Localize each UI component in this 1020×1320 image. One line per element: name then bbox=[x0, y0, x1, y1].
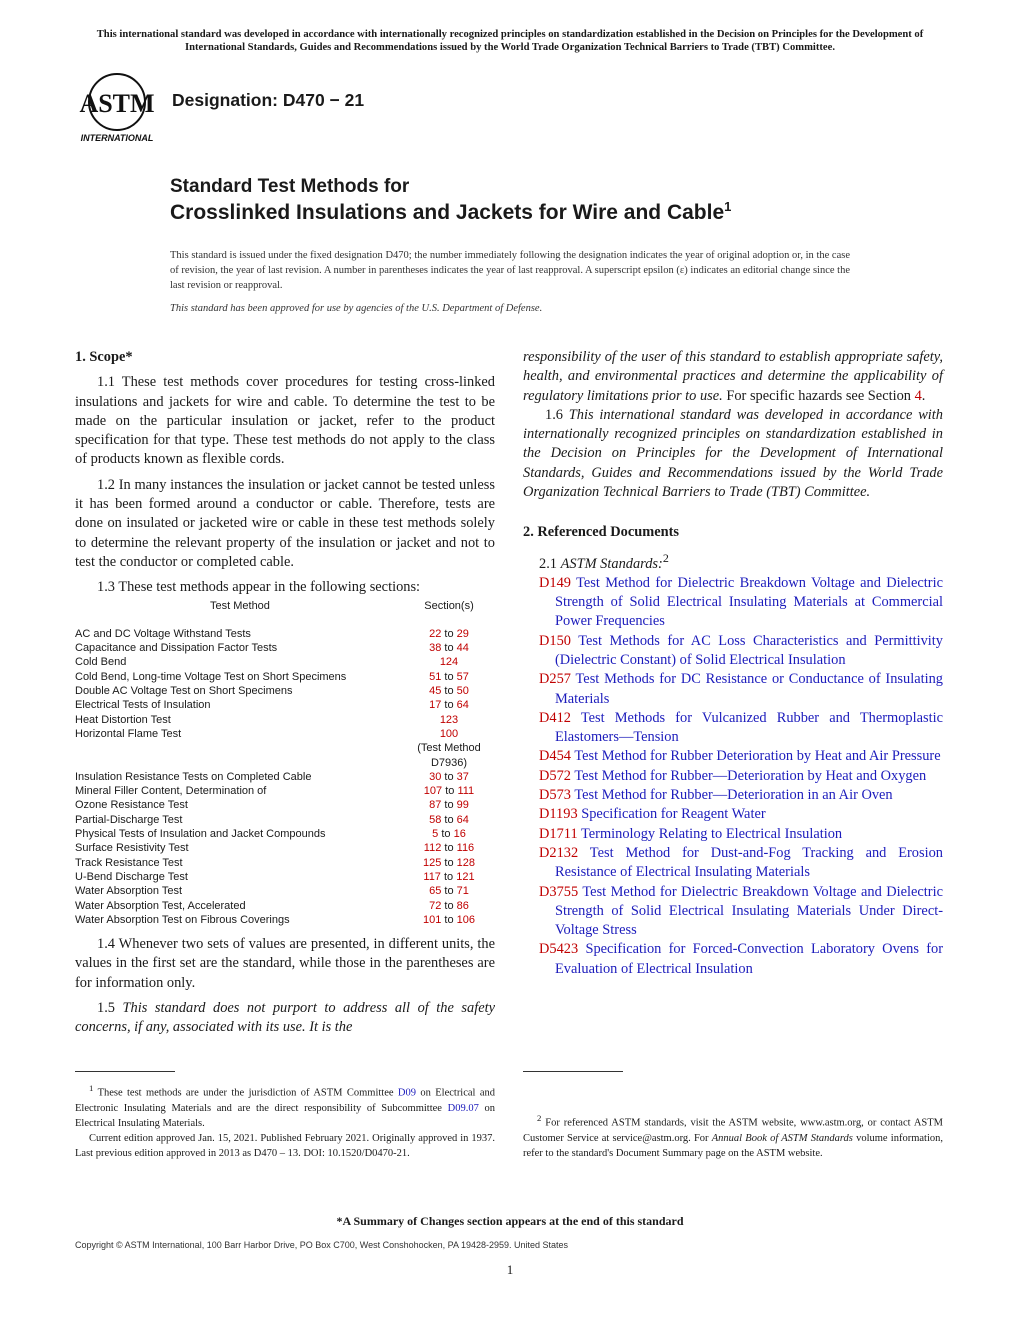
reference-title-link[interactable]: Test Method for Dust-and-Fog Tracking and Erosion Resistance of Electrical Insulating Materials bbox=[555, 844, 943, 881]
section-link[interactable]: 112 bbox=[423, 842, 442, 855]
range-to: to bbox=[441, 799, 457, 812]
table-cell-sections bbox=[403, 884, 495, 898]
section-link[interactable]: 51 bbox=[429, 670, 442, 683]
section-link[interactable]: 44 bbox=[456, 642, 469, 655]
table-cell-sections bbox=[403, 698, 495, 712]
table-row bbox=[75, 713, 495, 727]
table-row bbox=[75, 770, 495, 784]
section-link[interactable]: 121 bbox=[456, 870, 475, 883]
refs-sub-label: ASTM Standards: bbox=[560, 555, 663, 572]
para-1-5-cont: responsibility of the user of this standard to establish appropriate safety, health, and environmental practices and determine the applicability of regulatory limitations prior to use. For specific hazards see Section 4. bbox=[523, 349, 943, 404]
reference-title-link[interactable]: Test Methods for AC Loss Characteristics and Permittivity (Dielectric Constant) of Solid Electrical Insulation bbox=[555, 632, 943, 668]
table-cell-method: AC and DC Voltage Withstand Tests bbox=[75, 627, 251, 640]
refs-sub-fn[interactable]: 2 bbox=[662, 550, 669, 565]
section-link[interactable]: 22 bbox=[429, 627, 442, 640]
para-1-4: 1.4 Whenever two sets of values are presented, in different units, the values in the first set are the standard, while those in the parentheses are for information only. bbox=[75, 936, 495, 991]
table-row bbox=[75, 727, 495, 741]
table-cell-sections bbox=[403, 641, 495, 655]
table-cell-method: Water Absorption Test, Accelerated bbox=[75, 899, 246, 912]
logo-org: INTERNATIONAL bbox=[80, 133, 154, 143]
table-cell-method: Track Resistance Test bbox=[75, 856, 183, 869]
reference-title-link[interactable]: Test Method for Dielectric Breakdown Voltage and Dielectric Strength of Solid Electrical Insulating Materials Under Direct-Voltage Stress bbox=[555, 883, 943, 939]
reference-code-link[interactable]: D5423 bbox=[539, 941, 579, 958]
para-1-5-italic: This standard does not purport to address all of the safety concerns, if any, associated with its use. It is the bbox=[75, 999, 495, 1036]
range-to: to bbox=[441, 627, 457, 640]
summary-note: *A Summary of Changes section appears at the end of this standard bbox=[336, 1214, 684, 1228]
dod-approval: This standard has been approved for use by agencies of the U.S. Department of Defense. bbox=[170, 303, 543, 314]
table-cell-method: Partial-Discharge Test bbox=[75, 813, 183, 826]
table-row bbox=[75, 884, 495, 898]
reference-code-link[interactable]: D1193 bbox=[539, 806, 578, 823]
table-row bbox=[75, 913, 495, 927]
title-line-2 bbox=[170, 199, 731, 225]
section-link[interactable]: 29 bbox=[456, 627, 469, 640]
refs-heading: 2. Referenced Documents bbox=[523, 524, 679, 541]
section-link[interactable]: 64 bbox=[456, 699, 469, 712]
section-link[interactable]: 64 bbox=[456, 813, 469, 826]
table-cell-sections bbox=[403, 784, 495, 798]
reference-title-link[interactable]: Specification for Reagent Water bbox=[577, 806, 766, 823]
table-cell-method: Double AC Voltage Test on Short Specimens bbox=[75, 685, 293, 698]
table-head-sections: Section(s) bbox=[424, 599, 474, 612]
reference-item bbox=[523, 805, 943, 824]
table-cell-sections bbox=[403, 684, 495, 698]
footnote-1-t1: These test methods are under the jurisdiction of ASTM Committee bbox=[97, 1087, 394, 1099]
reference-code-link[interactable]: D150 bbox=[539, 632, 571, 649]
footnote-1 bbox=[75, 1071, 495, 1161]
reference-title-link[interactable]: Test Method for Dielectric Breakdown Voltage and Dielectric Strength of Solid Electrical Insulating Materials at Commercial Power Frequencies bbox=[555, 574, 943, 630]
table-cell-sections bbox=[403, 827, 495, 841]
table-cell-sections bbox=[403, 913, 495, 927]
section-link[interactable]: 128 bbox=[456, 856, 475, 869]
reference-item bbox=[523, 670, 943, 709]
page-number: 1 bbox=[506, 1262, 514, 1277]
left-column bbox=[75, 348, 495, 1038]
committee-link[interactable]: D09 bbox=[397, 1087, 416, 1099]
section-link[interactable]: 30 bbox=[429, 770, 442, 783]
table-row bbox=[75, 813, 495, 827]
footnote-2-t1: For referenced ASTM standards, visit the ASTM website, www.astm.org, or contact ASTM Customer Service at service@astm.org. For bbox=[523, 1117, 943, 1144]
reference-title-link[interactable]: Specification for Forced-Convection Laboratory Ovens for Evaluation of Electrical Insulation bbox=[555, 941, 943, 977]
reference-code-link[interactable]: D1711 bbox=[539, 825, 578, 842]
table-cell-sections bbox=[403, 813, 495, 827]
sections-table bbox=[75, 599, 495, 928]
section-link[interactable]: 123 bbox=[439, 713, 459, 726]
section-link[interactable]: 71 bbox=[456, 885, 469, 898]
footnote-2 bbox=[523, 1071, 943, 1161]
table-cell-method: Physical Tests of Insulation and Jacket Compounds bbox=[75, 828, 326, 841]
reference-item bbox=[523, 767, 943, 786]
right-column bbox=[523, 348, 943, 979]
title-footnote-ref[interactable]: 1 bbox=[724, 199, 732, 214]
table-cell-method: Water Absorption Test bbox=[75, 885, 182, 898]
section-link[interactable]: 100 bbox=[439, 727, 459, 740]
reference-item bbox=[523, 747, 943, 766]
para-1-5-italic-cont: responsibility of the user of this standard to establish appropriate safety, health, and environmental practices and determine the applicability of regulatory limitations prior to use. bbox=[523, 349, 943, 404]
para-1-6-num: 1.6 bbox=[545, 406, 563, 423]
range-to: to bbox=[441, 642, 457, 655]
section-link[interactable]: 38 bbox=[429, 642, 442, 655]
title-line-1: Standard Test Methods for bbox=[170, 176, 410, 197]
table-cell-sections bbox=[403, 870, 495, 884]
range-to: to bbox=[441, 685, 457, 698]
scope-heading: 1. Scope* bbox=[75, 349, 133, 365]
footnote-1-t2: on Electrical and Electronic Insulating Materials and are the direct responsibility of Subcommittee bbox=[75, 1087, 495, 1114]
section-link[interactable]: 58 bbox=[429, 813, 442, 826]
table-row bbox=[75, 741, 495, 770]
table-cell-sections bbox=[403, 856, 495, 870]
reference-code-link[interactable]: D572 bbox=[539, 767, 571, 784]
reference-code-link[interactable]: D3755 bbox=[539, 883, 579, 900]
section-link[interactable]: 117 bbox=[423, 870, 441, 883]
range-to: to bbox=[441, 670, 457, 683]
section-link[interactable]: 111 bbox=[457, 785, 475, 798]
table-body bbox=[75, 627, 495, 927]
para-1-2: 1.2 In many instances the insulation or jacket cannot be tested unless it has been formed around a conductor or cable. Therefore, tests are done on insulated or jacketed wire or cable in these test methods solely to determine the relevant property of the insulation or jacket and not to test the conductor or completed cable. bbox=[75, 476, 495, 570]
footnote-2-num: 2 bbox=[537, 1113, 542, 1123]
section-link[interactable]: 16 bbox=[453, 828, 466, 841]
section-4-link[interactable]: 4 bbox=[914, 387, 922, 404]
section-link[interactable]: 116 bbox=[456, 842, 475, 855]
footnote-2-t2: volume information, refer to the standard's Document Summary page on the ASTM website. bbox=[523, 1132, 943, 1159]
title-text: Crosslinked Insulations and Jackets for Wire and Cable bbox=[170, 201, 725, 224]
reference-item bbox=[523, 883, 943, 941]
table-cell-method: Cold Bend bbox=[75, 656, 127, 669]
footnote-1-text bbox=[75, 1081, 495, 1131]
table-row bbox=[75, 856, 495, 870]
reference-item bbox=[523, 709, 943, 748]
table-cell-method: Capacitance and Dissipation Factor Tests bbox=[75, 642, 278, 655]
range-to: to bbox=[441, 699, 457, 712]
section-link[interactable]: 106 bbox=[456, 913, 475, 926]
reference-item bbox=[523, 574, 943, 632]
para-1-5-num: 1.5 bbox=[97, 999, 115, 1016]
reference-title-link[interactable]: Test Method for Rubber Deterioration by Heat and Air Pressure bbox=[570, 748, 941, 765]
footnote-1-edition: Current edition approved Jan. 15, 2021. Published February 2021. Originally approved in 1937. Last previous edition approved in 2013 as D470 – 13. DOI: 10.1520/D0470-21. bbox=[75, 1132, 495, 1159]
table-head-method: Test Method bbox=[210, 599, 270, 612]
para-1-5-start bbox=[75, 999, 495, 1038]
range-to: to bbox=[440, 870, 457, 883]
reference-code-link[interactable]: D2132 bbox=[539, 844, 579, 861]
footnote-1-t3: on Electrical Insulating Materials. bbox=[75, 1102, 495, 1129]
refs-sub-num: 2.1 bbox=[539, 555, 557, 572]
range-to: to bbox=[441, 885, 457, 898]
copyright: Copyright © ASTM International, 100 Barr Harbor Drive, PO Box C700, West Conshohocken, PA 19428-2959. United States bbox=[75, 1240, 569, 1250]
range-to: to bbox=[438, 828, 454, 841]
range-to: to bbox=[441, 842, 457, 855]
table-cell-sections bbox=[403, 727, 495, 741]
table-cell-method: Surface Resistivity Test bbox=[75, 842, 189, 855]
para-1-6 bbox=[523, 406, 943, 502]
table-row bbox=[75, 641, 495, 655]
astm-standards-label bbox=[523, 549, 943, 574]
para-1-3: 1.3 These test methods appear in the following sections: bbox=[97, 579, 421, 596]
table-cell-method: Mineral Filler Content, Determination of bbox=[75, 785, 267, 798]
range-to: to bbox=[441, 770, 457, 783]
section-link[interactable]: 72 bbox=[429, 899, 442, 912]
table-cell-method: Electrical Tests of Insulation bbox=[75, 699, 211, 712]
table-row bbox=[75, 627, 495, 641]
footnote-rule bbox=[75, 1071, 175, 1072]
reference-item bbox=[523, 844, 943, 883]
table-cell-sections bbox=[403, 770, 495, 784]
reference-item bbox=[523, 825, 943, 844]
section-link[interactable]: 124 bbox=[439, 656, 459, 669]
issued-statement: This standard is issued under the fixed designation D470; the number immediately following the designation indicates the year of original adoption or, in the case of revision, the year of last revision. A number in parentheses indicates the year of last reapproval. A superscript epsilon (ε) indicates an editorial change since the last revision or reapproval. bbox=[170, 250, 850, 291]
references-list bbox=[523, 574, 943, 979]
table-row bbox=[75, 670, 495, 684]
table-cell-sections bbox=[403, 670, 495, 684]
table-row bbox=[75, 899, 495, 913]
para-1-5-tail: For specific hazards see Section bbox=[726, 387, 911, 404]
para-1-6-italic: This international standard was developed in accordance with internationally recognized principles on standardization established in the Decision on Principles for the Development of International Standards, Guides and Recommendations issued by the World Trade Organization Technical Barriers to Trade (TBT) Committee. bbox=[523, 406, 943, 501]
table-cell-method: Heat Distortion Test bbox=[75, 713, 171, 726]
astm-logo bbox=[72, 72, 162, 144]
table-row bbox=[75, 684, 495, 698]
range-to: to bbox=[441, 813, 457, 826]
table-row bbox=[75, 798, 495, 812]
section-link[interactable]: 125 bbox=[422, 856, 442, 869]
table-cell-sections bbox=[403, 655, 495, 669]
reference-code-link[interactable]: D573 bbox=[539, 787, 571, 804]
reference-title-link[interactable]: Test Methods for DC Resistance or Conductance of Insulating Materials bbox=[555, 671, 943, 707]
table-cell-sections bbox=[403, 841, 495, 855]
reference-item bbox=[523, 940, 943, 979]
table-cell-sections: (Test Method D7936) bbox=[417, 742, 481, 769]
range-to: to bbox=[441, 856, 457, 869]
section-link[interactable]: 107 bbox=[423, 785, 443, 798]
table-cell-method: Cold Bend, Long-time Voltage Test on Short Specimens bbox=[75, 670, 347, 683]
reference-code-link[interactable]: D257 bbox=[539, 671, 571, 688]
section-link[interactable]: 87 bbox=[429, 799, 442, 812]
table-row bbox=[75, 698, 495, 712]
wto-notice: This international standard was developed in accordance with internationally recognized principles on standardization established in the Decision on Principles for the Development of International Standards, Guides and Recommendations issued by the World Trade Organization Technical Barriers to Trade (TBT) Committee. bbox=[96, 29, 924, 53]
reference-title-link[interactable]: Test Methods for Vulcanized Rubber and Thermoplastic Elastomers—Tension bbox=[555, 709, 943, 746]
section-link[interactable]: 86 bbox=[456, 899, 469, 912]
designation: Designation: D470 − 21 bbox=[172, 90, 365, 110]
section-link[interactable]: 65 bbox=[429, 885, 442, 898]
section-link[interactable]: 99 bbox=[456, 799, 469, 812]
table-row bbox=[75, 827, 495, 841]
reference-code-link[interactable]: D149 bbox=[539, 574, 571, 591]
table-cell-sections bbox=[403, 899, 495, 913]
footnote-1-num: 1 bbox=[89, 1083, 94, 1093]
reference-item bbox=[523, 632, 943, 671]
reference-title-link[interactable]: Test Method for Rubber—Deterioration by Heat and Oxygen bbox=[570, 767, 927, 784]
table-cell-sections bbox=[403, 713, 495, 727]
footnote-2-italic: Annual Book of ASTM Standards bbox=[711, 1132, 853, 1144]
table-row bbox=[75, 841, 495, 855]
table-row bbox=[75, 784, 495, 798]
table-cell-method: Ozone Resistance Test bbox=[75, 799, 188, 812]
table-cell-sections bbox=[403, 627, 495, 641]
table-cell-method bbox=[75, 741, 403, 770]
section-link[interactable]: 37 bbox=[456, 770, 469, 783]
subcommittee-link[interactable]: D09.07 bbox=[447, 1102, 479, 1114]
range-to: to bbox=[442, 785, 458, 798]
table-cell-method: Insulation Resistance Tests on Completed Cable bbox=[75, 770, 312, 783]
para-1-1: 1.1 These test methods cover procedures for testing cross-linked insulations and jackets for wire and cable. To determine the test to be made on the particular insulation or jacket, refer to the product specification for that type. These test methods do not apply to the class of products known as flexible cords. bbox=[75, 374, 495, 468]
reference-title-link[interactable]: Test Method for Rubber—Deterioration in an Air Oven bbox=[570, 787, 893, 804]
footnote-2-text bbox=[523, 1111, 943, 1161]
logo-letters: ASTM bbox=[79, 89, 155, 118]
table-cell-sections bbox=[403, 798, 495, 812]
reference-code-link[interactable]: D412 bbox=[539, 709, 571, 726]
reference-title-link[interactable]: Terminology Relating to Electrical Insulation bbox=[577, 825, 843, 842]
section-link[interactable]: 5 bbox=[432, 828, 439, 841]
range-to: to bbox=[441, 913, 457, 926]
section-link[interactable]: 45 bbox=[429, 685, 442, 698]
astm-logo-icon bbox=[72, 72, 162, 144]
table-cell-method: Horizontal Flame Test bbox=[75, 727, 182, 740]
table-row bbox=[75, 870, 495, 884]
table-cell-method: U-Bend Discharge Test bbox=[75, 870, 188, 883]
table-header bbox=[75, 599, 495, 613]
section-link[interactable]: 101 bbox=[422, 913, 442, 926]
range-to: to bbox=[441, 899, 457, 912]
section-link[interactable]: 17 bbox=[429, 699, 442, 712]
footnote-rule-2 bbox=[523, 1071, 623, 1072]
reference-code-link[interactable]: D454 bbox=[539, 748, 571, 765]
section-link[interactable]: 57 bbox=[456, 670, 469, 683]
section-link[interactable]: 50 bbox=[456, 685, 469, 698]
table-row bbox=[75, 655, 495, 669]
table-cell-method: Water Absorption Test on Fibrous Coverings bbox=[75, 913, 290, 926]
reference-item bbox=[523, 786, 943, 805]
